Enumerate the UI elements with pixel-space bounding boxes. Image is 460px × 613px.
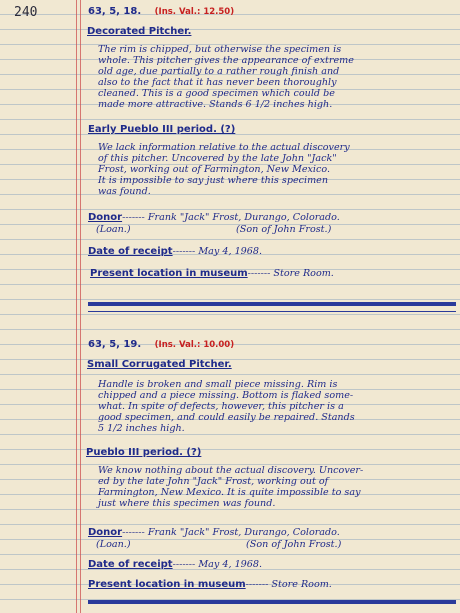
receipt-label: Date of receipt — [88, 246, 173, 257]
location-label: Present location in museum — [88, 579, 246, 590]
donor-line: Donor------- Frank "Jack" Frost, Durango, Colorado. — [88, 212, 340, 223]
specimen-title: Decorated Pitcher. — [87, 26, 192, 37]
catalog-number-line — [88, 339, 234, 350]
donor-line: Donor------- Frank "Jack" Frost, Durango, Colorado. — [88, 527, 340, 538]
specimen-description: Handle is broken and small piece missing. Rim is chipped and a piece missing. Bottom is flaked some- what. In spite of defects, however, this pitcher is a good specimen, and could easily be repaired. Stands 5 1/2 inches high. — [98, 379, 355, 434]
loan-note: (Loan.) — [96, 539, 131, 550]
receipt-line: Date of receipt------- May 4, 1968. — [88, 559, 263, 570]
entry-divider-thin — [88, 311, 456, 312]
location-label: Present location in museum — [90, 268, 248, 279]
location-value: Store Room. — [271, 579, 332, 590]
loan-note: (Loan.) — [96, 224, 131, 235]
catalog-number: 63, 5, 18. — [88, 6, 142, 17]
receipt-label: Date of receipt — [88, 559, 173, 570]
donor-label: Donor — [88, 527, 123, 538]
specimen-description: The rim is chipped, but otherwise the specimen is whole. This pitcher gives the appearance of extreme old age, due partially to a rather rough finish and also to the fact that it has never been thoroughly cleaned. This is a good specimen which could be made more attractive. Stands 6 1/2 inches high. — [98, 44, 354, 110]
donor-value: Frank "Jack" Frost, Durango, Colorado. — [147, 527, 340, 538]
catalog-number-line — [88, 6, 234, 17]
receipt-value: May 4, 1968. — [198, 246, 263, 257]
catalog-number: 63, 5, 19. — [88, 339, 142, 350]
location-value: Store Room. — [273, 268, 334, 279]
period-label: Pueblo III period. (?) — [86, 447, 202, 458]
discovery-history: We know nothing about the actual discovery. Uncover- ed by the late John "Jack" Frost, working out of Farmington, New Mexico. It is quite impossible to say just where this specimen was found. — [98, 465, 364, 509]
page-number: 240 — [14, 5, 38, 20]
entry-divider — [88, 600, 456, 604]
insurance-value: (Ins. Val.: 10.00) — [154, 340, 235, 350]
receipt-line: Date of receipt------- May 4, 1968. — [88, 246, 263, 257]
discovery-history: We lack information relative to the actual discovery of this pitcher. Uncovered by the late John "Jack" Frost, working out of Farmington, New Mexico. It is impossible to say just where this specimen was found. — [98, 142, 350, 197]
location-line: Present location in museum------- Store Room. — [90, 268, 334, 279]
insurance-value: (Ins. Val.: 12.50) — [154, 7, 235, 17]
receipt-value: May 4, 1968. — [198, 559, 263, 570]
specimen-title: Small Corrugated Pitcher. — [87, 359, 232, 370]
location-line: Present location in museum------- Store Room. — [88, 579, 332, 590]
donor-relation-note: (Son of John Frost.) — [236, 224, 332, 235]
donor-label: Donor — [88, 212, 123, 223]
donor-value: Frank "Jack" Frost, Durango, Colorado. — [147, 212, 340, 223]
entry-divider — [88, 302, 456, 306]
period-label: Early Pueblo III period. (?) — [88, 124, 236, 135]
donor-relation-note: (Son of John Frost.) — [246, 539, 342, 550]
